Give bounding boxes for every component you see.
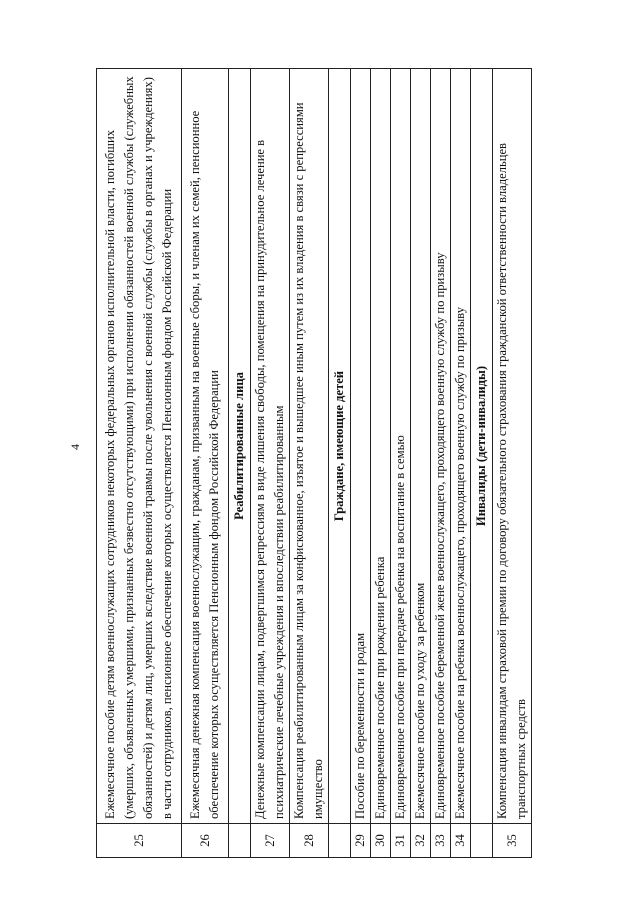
table-row — [493, 69, 532, 858]
section-header: Граждане, имеющие детей — [329, 69, 351, 824]
table-row — [290, 69, 329, 858]
table-row — [97, 69, 182, 858]
table-row — [431, 69, 451, 858]
row-text: Единовременное пособие при передаче ребенка на воспитание в семью — [391, 69, 411, 824]
benefits-table-container — [96, 68, 528, 858]
table-row — [351, 69, 371, 858]
table-row — [182, 69, 229, 858]
row-number: 30 — [371, 824, 391, 858]
benefits-table — [96, 68, 532, 858]
row-text: Компенсация инвалидам страховой премии по договору обязательного страхования гражданской ответственности владельцев транспортных средств — [493, 69, 532, 824]
row-text: Денежные компенсации лицам, подвергшимся репрессиям в виде лишения свободы, помещения на принудительное лечение в психиатрические лечебные учреждения и впоследствии реабилитированным — [251, 69, 290, 824]
row-text: Ежемесячное пособие по уходу за ребенком — [411, 69, 431, 824]
row-number: 28 — [290, 824, 329, 858]
table-row — [391, 69, 411, 858]
table-row — [411, 69, 431, 858]
row-number: 32 — [411, 824, 431, 858]
section-header-row — [229, 69, 251, 858]
table-row — [251, 69, 290, 858]
row-number: 29 — [351, 824, 371, 858]
row-text: Единовременное пособие беременной жене военнослужащего, проходящего военную службу по призыву — [431, 69, 451, 824]
section-header-row — [471, 69, 493, 858]
row-text: Ежемесячное пособие на ребенка военнослужащего, проходящего военную службу по призыву — [451, 69, 471, 824]
row-text: Единовременное пособие при рождении ребенка — [371, 69, 391, 824]
row-number: 27 — [251, 824, 290, 858]
row-number: 31 — [391, 824, 411, 858]
row-text: Ежемесячная денежная компенсация военнослужащим, гражданам, призванным на военные сборы, и членам их семей, пенсионное обеспечение которых осуществляется Пенсионным фондом Российской Федерации — [182, 69, 229, 824]
row-number: 33 — [431, 824, 451, 858]
table-row — [451, 69, 471, 858]
page-number: 4 — [68, 444, 82, 450]
row-number: 25 — [97, 824, 182, 858]
row-text: Пособие по беременности и родам — [351, 69, 371, 824]
row-number: 26 — [182, 824, 229, 858]
row-number: 35 — [493, 824, 532, 858]
table-row — [371, 69, 391, 858]
section-header-row — [329, 69, 351, 858]
row-text: Компенсация реабилитированным лицам за конфискованное, изъятое и вышедшее иным путем из их владения в связи с репрессиями имущество — [290, 69, 329, 824]
row-text: Ежемесячное пособие детям военнослужащих сотрудников некоторых федеральных органов исполнительной власти, погибших (умерших, объявленных умершими, признанных безвестно отсутствующими) при исполнении обязанностей военной службы (служебных обязанностей) и детям лиц, умерших вследствие военной травмы после увольнения с военной службы (службы в органах и учреждениях) в части сотрудников, пенсионное обеспечение которых осуществляется Пенсионным фондом Российской Федерации — [97, 69, 182, 824]
section-header: Инвалиды (дети-инвалиды) — [471, 69, 493, 824]
row-number: 34 — [451, 824, 471, 858]
section-header: Реабилитированные лица — [229, 69, 251, 824]
